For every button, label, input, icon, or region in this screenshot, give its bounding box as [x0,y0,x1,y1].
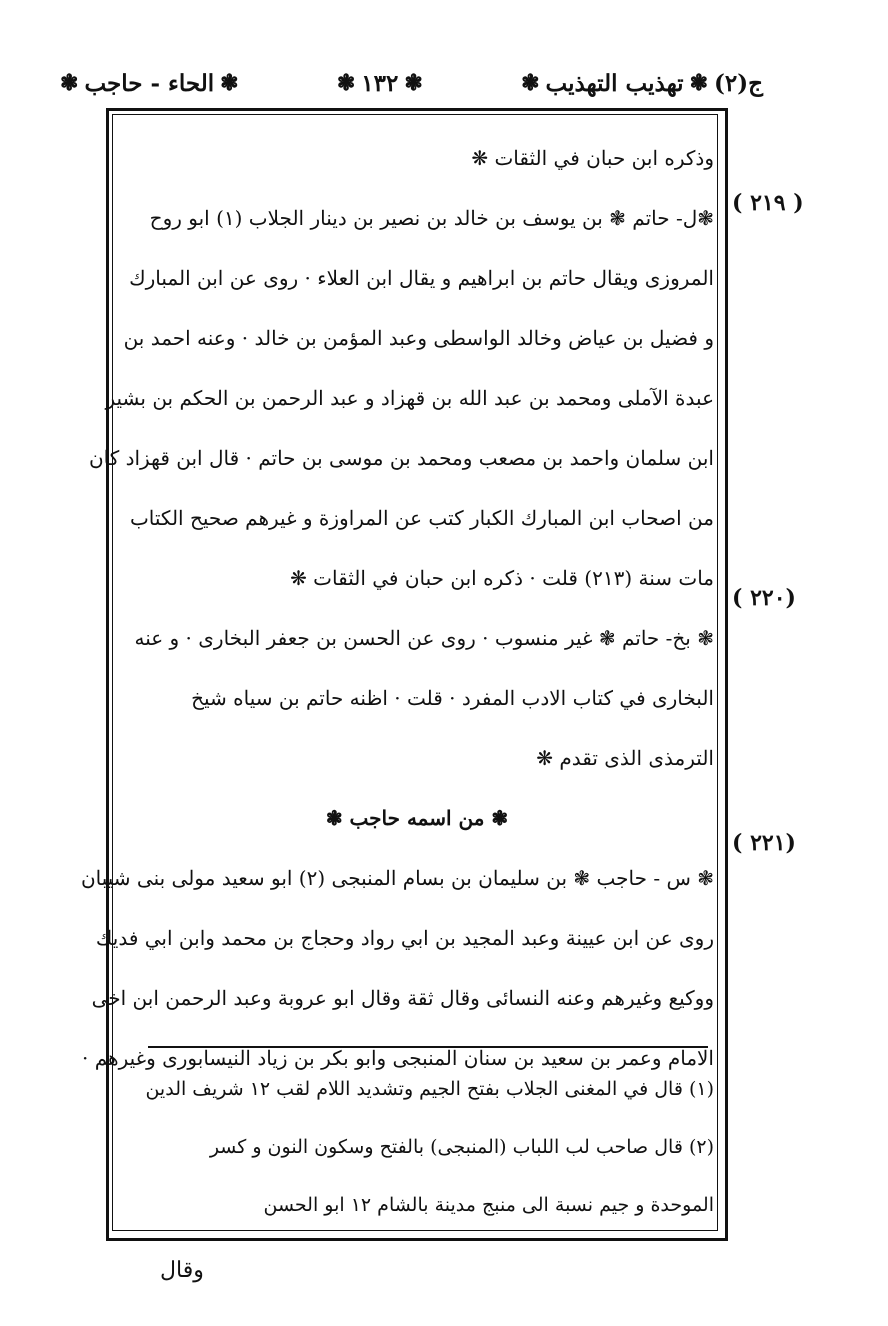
footnote-divider [148,1046,708,1048]
text-line: الامام وعمر بن سعيد بن سنان المنبجى وابو بكر بن زياد النيسابورى وغيرهم · [82,1046,714,1070]
text-line: ابن سلمان واحمد بن مصعب ومحمد بن موسى بن حاتم · قال ابن قهزاد كان [88,446,714,470]
footnote-line: (٢) قال صاحب لب اللباب (المنبجى) بالفتح وسكون النون و كسر [209,1136,714,1158]
running-header [60,62,763,104]
ornament-icon: ❃ [60,70,79,96]
entry-number-219: ( ٢١٩ ) [732,190,804,216]
book-title: تهذيب التهذيب [545,69,684,97]
text-line: المروزى ويقال حاتم بن ابراهيم و يقال ابن العلاء · روى عن ابن المبارك [129,266,714,290]
text-line: ❃ س - حاجب ❃ بن سليمان بن بسام المنبجى (٢) ابو سعيد مولى بنى شيبان [80,866,714,890]
text-line: ❃ل- حاتم ❃ بن يوسف بن خالد بن نصير بن دينار الجلاب (١) ابو روح [149,206,714,230]
section-heading: ❃ من اسمه حاجب ❃ [325,806,509,830]
main-text [80,128,714,1088]
entry-number-220: (٢٢٠ ) [732,585,796,611]
text-line: روى عن ابن عيينة وعبد المجيد بن ابي رواد وحجاج بن محمد وابن ابي فديك [95,926,714,950]
text-line: مات سنة (٢١٣) قلت · ذكره ابن حبان في الثقات ❋ [290,566,714,590]
text-line: الترمذى الذى تقدم ❋ [536,746,714,770]
text-line: و فضيل بن عياض وخالد الواسطى وعبد المؤمن بن خالد · وعنه احمد بن [123,326,714,350]
ornament-icon: ❃ [336,70,356,96]
entry-number-221: (٢٢١ ) [732,830,796,856]
ornament-icon: ❃ [220,70,239,96]
header-section [60,70,239,97]
text-line: ووكيع وغيرهم وعنه النسائى وقال ثقة وقال ابو عروبة وعبد الرحمن ابن اخى [91,986,714,1010]
page-number: ١٣٢ [361,69,399,97]
volume-label: ج(٢) [714,69,763,97]
footnote-line: الموحدة و جيم نسبة الى منبج مدينة بالشام ١٢ ابو الحسن [263,1194,714,1216]
text-line: عبدة الآملى ومحمد بن عبد الله بن قهزاد و عبد الرحمن بن الحكم بن بشير [105,386,714,410]
header-page [337,70,423,97]
ornament-icon: ❃ [689,70,709,96]
text-line: وذكره ابن حبان في الثقات ❋ [471,146,714,170]
ornament-icon: ❃ [404,70,423,96]
section-title: الحاء - حاجب [84,69,215,97]
ornament-icon: ❃ [521,70,540,96]
footnote-line: (١) قال في المغنى الجلاب بفتح الجيم وتشديد اللام لقب ١٢ شريف الدين [145,1078,714,1100]
text-line: ❃ بخ- حاتم ❃ غير منسوب · روى عن الحسن بن جعفر البخارى · و عنه [134,626,714,650]
footnotes [120,1060,714,1234]
text-line: من اصحاب ابن المبارك الكبار كتب عن المراوزة و غيرهم صحيح الكتاب [129,506,714,530]
header-volume-title [521,70,763,97]
catchword: وقال [160,1258,204,1283]
text-line: البخارى في كتاب الادب المفرد · قلت · اظنه حاتم بن سياه شيخ [191,686,714,710]
